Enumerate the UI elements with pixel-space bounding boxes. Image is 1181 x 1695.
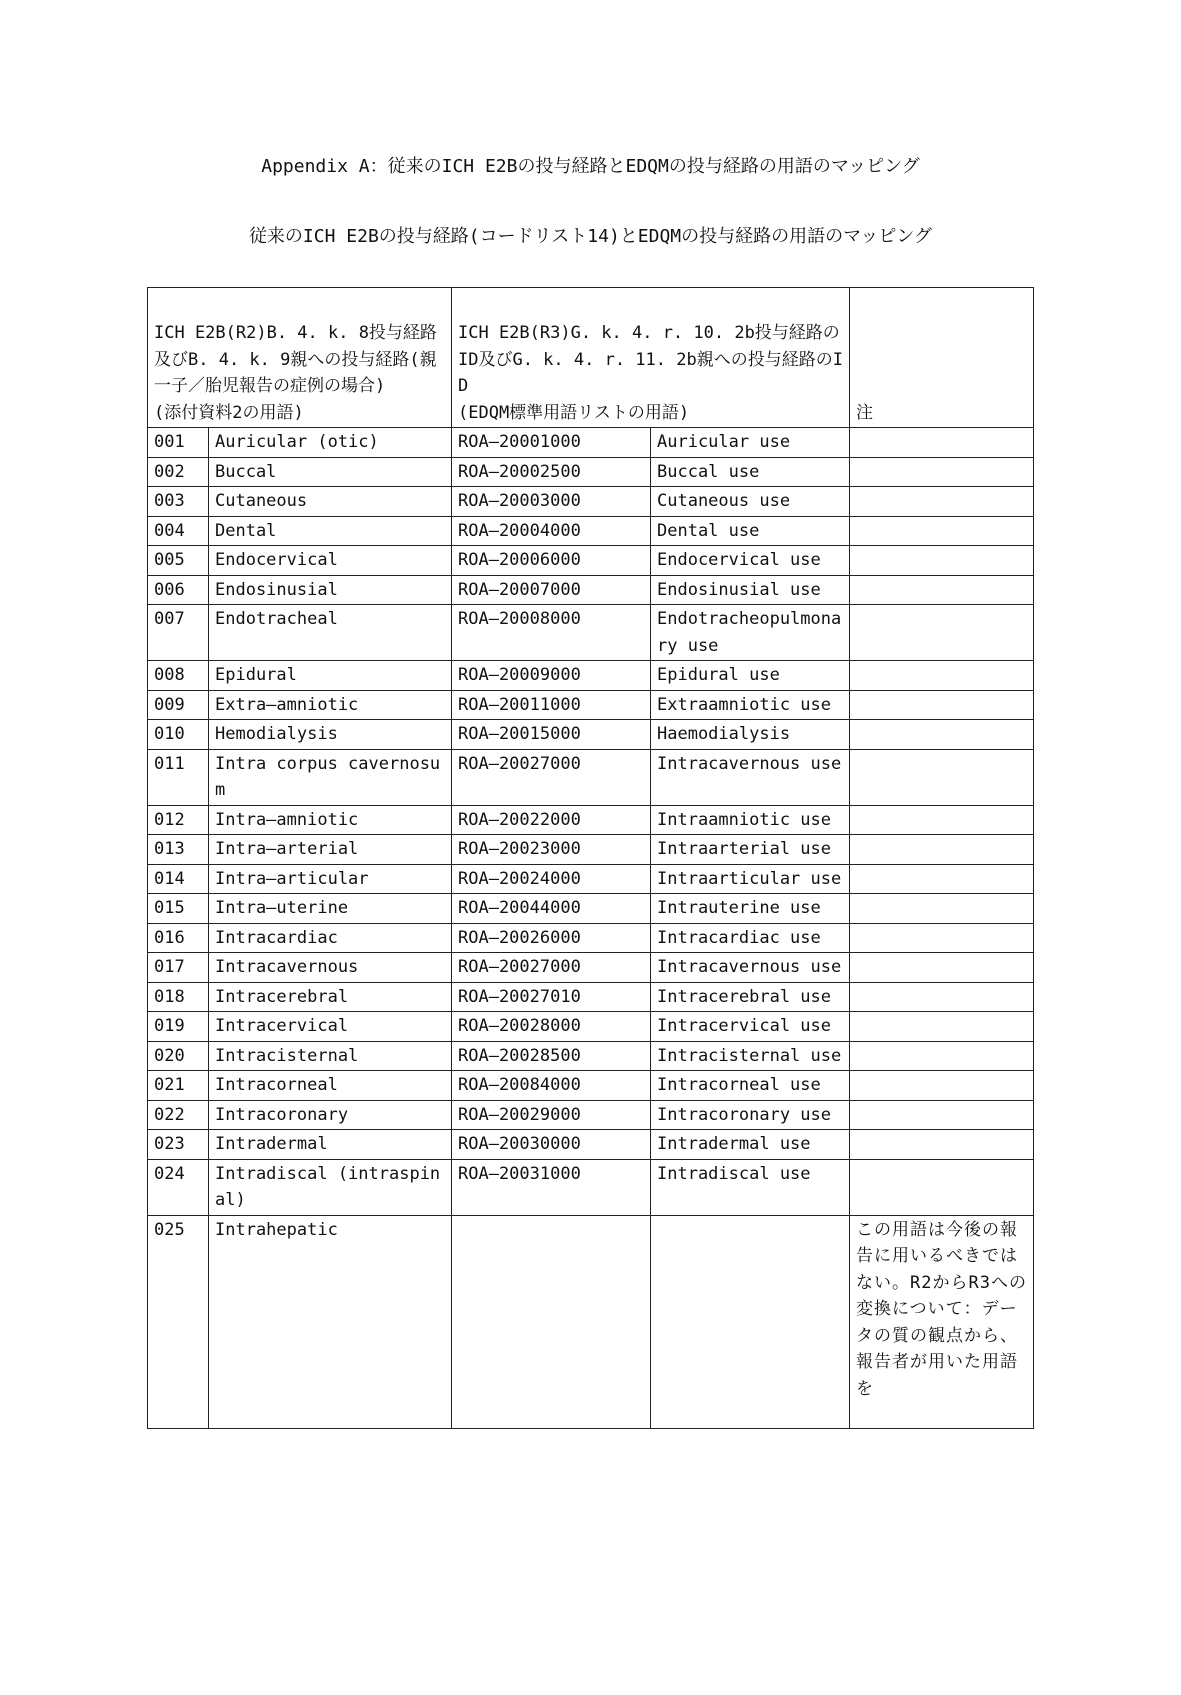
edqm-term-cell: Dental use <box>651 516 850 546</box>
note-cell <box>850 1159 1034 1215</box>
note-cell <box>850 546 1034 576</box>
table-row <box>148 864 1034 894</box>
edqm-term-cell: Endocervical use <box>651 546 850 576</box>
edqm-term-cell: Intracervical use <box>651 1012 850 1042</box>
note-cell <box>850 749 1034 805</box>
edqm-term-cell: Buccal use <box>651 457 850 487</box>
r2-term-cell: Intracisternal <box>209 1041 452 1071</box>
note-cell <box>850 1041 1034 1071</box>
note-cell <box>850 864 1034 894</box>
edqm-id-cell: ROA—20006000 <box>452 546 651 576</box>
edqm-term-cell: Intracorneal use <box>651 1071 850 1101</box>
r2-term-cell: Intra—articular <box>209 864 452 894</box>
note-cell <box>850 953 1034 983</box>
header-r2-sub: (添付資料2の用語) <box>154 402 304 423</box>
edqm-term-cell: Intracoronary use <box>651 1100 850 1130</box>
table-row <box>148 1130 1034 1160</box>
table-row <box>148 923 1034 953</box>
code-cell: 022 <box>148 1100 209 1130</box>
r2-term-cell: Cutaneous <box>209 487 452 517</box>
code-cell: 006 <box>148 575 209 605</box>
edqm-id-cell <box>452 1215 651 1428</box>
note-cell: この用語は今後の報告に用いるべきではない。R2からR3への変換について：データの質の観点から、報告者が用いた用語を <box>850 1215 1034 1428</box>
r2-term-cell: Intracardiac <box>209 923 452 953</box>
edqm-term-cell: Endosinusial use <box>651 575 850 605</box>
edqm-id-cell: ROA—20030000 <box>452 1130 651 1160</box>
edqm-term-cell: Extraamniotic use <box>651 690 850 720</box>
edqm-id-cell: ROA—20044000 <box>452 894 651 924</box>
note-cell <box>850 605 1034 661</box>
note-cell <box>850 835 1034 865</box>
header-r2 <box>148 288 452 428</box>
note-cell <box>850 516 1034 546</box>
edqm-term-cell: Intradiscal use <box>651 1159 850 1215</box>
r2-term-cell: Intracorneal <box>209 1071 452 1101</box>
edqm-term-cell <box>651 1215 850 1428</box>
header-r2-text: ICH E2B(R2)B. 4. k. 8投与経路及びB. 4. k. 9親への投与経路(親一子／胎児報告の症例の場合) <box>154 323 437 396</box>
r2-term-cell: Epidural <box>209 661 452 691</box>
code-cell: 013 <box>148 835 209 865</box>
code-cell: 019 <box>148 1012 209 1042</box>
note-cell <box>850 487 1034 517</box>
r2-term-cell: Intra—arterial <box>209 835 452 865</box>
note-cell <box>850 720 1034 750</box>
r2-term-cell: Hemodialysis <box>209 720 452 750</box>
edqm-term-cell: Intracavernous use <box>651 953 850 983</box>
r2-term-cell: Intrahepatic <box>209 1215 452 1428</box>
code-cell: 016 <box>148 923 209 953</box>
table-row <box>148 661 1034 691</box>
table-row <box>148 487 1034 517</box>
table-row <box>148 835 1034 865</box>
r2-term-cell: Intracerebral <box>209 982 452 1012</box>
r2-term-cell: Intracoronary <box>209 1100 452 1130</box>
table-row <box>148 749 1034 805</box>
edqm-term-cell: Intraarticular use <box>651 864 850 894</box>
note-cell <box>850 894 1034 924</box>
edqm-term-cell: Intracardiac use <box>651 923 850 953</box>
table-row <box>148 516 1034 546</box>
edqm-id-cell: ROA—20015000 <box>452 720 651 750</box>
table-row <box>148 1100 1034 1130</box>
note-cell <box>850 575 1034 605</box>
code-cell: 003 <box>148 487 209 517</box>
code-cell: 009 <box>148 690 209 720</box>
code-cell: 017 <box>148 953 209 983</box>
table-row <box>148 1215 1034 1428</box>
edqm-id-cell: ROA—20004000 <box>452 516 651 546</box>
edqm-term-cell: Haemodialysis <box>651 720 850 750</box>
note-cell <box>850 805 1034 835</box>
note-cell <box>850 1012 1034 1042</box>
code-cell: 007 <box>148 605 209 661</box>
table-row <box>148 605 1034 661</box>
table-row <box>148 575 1034 605</box>
table-title: 従来のICH E2Bの投与経路(コードリスト14)とEDQMの投与経路の用語のマッピング <box>248 226 933 247</box>
header-note: 注 <box>850 288 1034 428</box>
table-row <box>148 457 1034 487</box>
code-cell: 012 <box>148 805 209 835</box>
edqm-id-cell: ROA—20008000 <box>452 605 651 661</box>
note-cell <box>850 457 1034 487</box>
edqm-id-cell: ROA—20027010 <box>452 982 651 1012</box>
code-cell: 004 <box>148 516 209 546</box>
edqm-id-cell: ROA—20002500 <box>452 457 651 487</box>
edqm-id-cell: ROA—20024000 <box>452 864 651 894</box>
r2-term-cell: Intra corpus cavernosum <box>209 749 452 805</box>
note-cell <box>850 690 1034 720</box>
code-cell: 020 <box>148 1041 209 1071</box>
code-cell: 014 <box>148 864 209 894</box>
code-cell: 011 <box>148 749 209 805</box>
edqm-id-cell: ROA—20009000 <box>452 661 651 691</box>
table-row <box>148 690 1034 720</box>
edqm-term-cell: Intraarterial use <box>651 835 850 865</box>
r2-term-cell: Auricular (otic) <box>209 428 452 458</box>
code-cell: 025 <box>148 1215 209 1428</box>
table-row <box>148 953 1034 983</box>
table-row <box>148 805 1034 835</box>
table-row <box>148 720 1034 750</box>
note-cell <box>850 428 1034 458</box>
edqm-id-cell: ROA—20084000 <box>452 1071 651 1101</box>
edqm-term-cell: Intradermal use <box>651 1130 850 1160</box>
edqm-id-cell: ROA—20028000 <box>452 1012 651 1042</box>
table-row <box>148 894 1034 924</box>
edqm-term-cell: Intracerebral use <box>651 982 850 1012</box>
r2-term-cell: Dental <box>209 516 452 546</box>
edqm-id-cell: ROA—20022000 <box>452 805 651 835</box>
edqm-id-cell: ROA—20026000 <box>452 923 651 953</box>
edqm-id-cell: ROA—20023000 <box>452 835 651 865</box>
note-cell <box>850 1100 1034 1130</box>
r2-term-cell: Endosinusial <box>209 575 452 605</box>
code-cell: 008 <box>148 661 209 691</box>
note-cell <box>850 982 1034 1012</box>
r2-term-cell: Intradermal <box>209 1130 452 1160</box>
r2-term-cell: Endotracheal <box>209 605 452 661</box>
table-row <box>148 1041 1034 1071</box>
code-cell: 002 <box>148 457 209 487</box>
edqm-term-cell: Epidural use <box>651 661 850 691</box>
code-cell: 015 <box>148 894 209 924</box>
header-r3 <box>452 288 850 428</box>
r2-term-cell: Intra—uterine <box>209 894 452 924</box>
edqm-term-cell: Endotracheopulmonary use <box>651 605 850 661</box>
table-row <box>148 546 1034 576</box>
note-cell <box>850 1071 1034 1101</box>
table-header-row <box>148 288 1034 428</box>
code-cell: 023 <box>148 1130 209 1160</box>
edqm-term-cell: Intracisternal use <box>651 1041 850 1071</box>
edqm-id-cell: ROA—20027000 <box>452 749 651 805</box>
header-r3-text: ICH E2B(R3)G. k. 4. r. 10. 2b投与経路のID及びG. k. 4. r. 11. 2b親への投与経路のID <box>458 323 843 396</box>
code-cell: 018 <box>148 982 209 1012</box>
header-r3-sub: (EDQM標準用語リストの用語) <box>458 402 690 423</box>
r2-term-cell: Intracervical <box>209 1012 452 1042</box>
edqm-id-cell: ROA—20029000 <box>452 1100 651 1130</box>
r2-term-cell: Intra—amniotic <box>209 805 452 835</box>
table-row <box>148 1071 1034 1101</box>
table-row <box>148 1012 1034 1042</box>
r2-term-cell: Extra—amniotic <box>209 690 452 720</box>
edqm-term-cell: Intrauterine use <box>651 894 850 924</box>
code-cell: 010 <box>148 720 209 750</box>
note-cell <box>850 923 1034 953</box>
edqm-id-cell: ROA—20003000 <box>452 487 651 517</box>
code-cell: 024 <box>148 1159 209 1215</box>
edqm-id-cell: ROA—20011000 <box>452 690 651 720</box>
note-cell <box>850 1130 1034 1160</box>
note-cell <box>850 661 1034 691</box>
edqm-id-cell: ROA—20001000 <box>452 428 651 458</box>
table-row <box>148 982 1034 1012</box>
edqm-term-cell: Intraamniotic use <box>651 805 850 835</box>
edqm-term-cell: Auricular use <box>651 428 850 458</box>
r2-term-cell: Buccal <box>209 457 452 487</box>
code-cell: 021 <box>148 1071 209 1101</box>
code-cell: 001 <box>148 428 209 458</box>
edqm-term-cell: Intracavernous use <box>651 749 850 805</box>
r2-term-cell: Intracavernous <box>209 953 452 983</box>
edqm-id-cell: ROA—20027000 <box>452 953 651 983</box>
appendix-title: Appendix A：従来のICH E2Bの投与経路とEDQMの投与経路の用語のマッピング <box>261 156 920 177</box>
edqm-id-cell: ROA—20031000 <box>452 1159 651 1215</box>
edqm-id-cell: ROA—20028500 <box>452 1041 651 1071</box>
table-row <box>148 428 1034 458</box>
mapping-table <box>147 287 1034 1429</box>
edqm-term-cell: Cutaneous use <box>651 487 850 517</box>
edqm-id-cell: ROA—20007000 <box>452 575 651 605</box>
table-row <box>148 1159 1034 1215</box>
code-cell: 005 <box>148 546 209 576</box>
r2-term-cell: Endocervical <box>209 546 452 576</box>
r2-term-cell: Intradiscal (intraspinal) <box>209 1159 452 1215</box>
